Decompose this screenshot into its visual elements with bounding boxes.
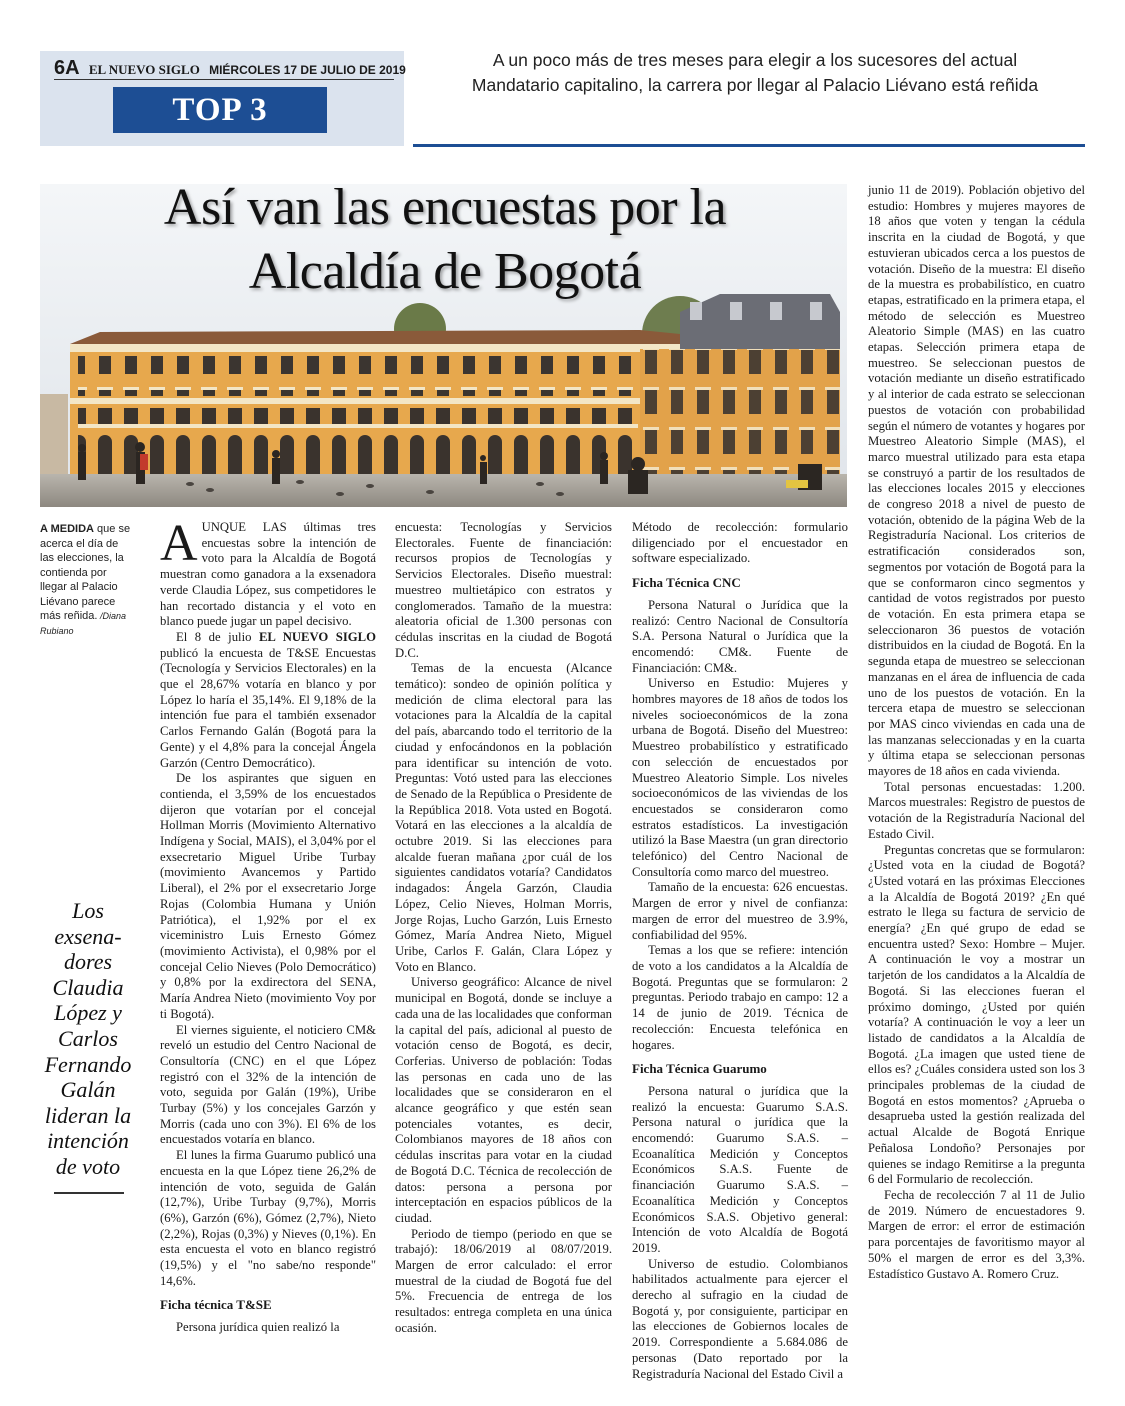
paragraph: Universo de estudio. Colombianos habilitados actualmente para ejercer el derecho al sufragio en la ciudad de Bogotá y, por consiguiente, participar en las elecciones de Gobiernos locales de 2019. Correspondiente a 5.684.086 de personas (Dato reportado por la Registraduría Nacional del Estado Civil a [632,1256,848,1381]
article-column-1 [160,515,377,1336]
subhead-tse: Ficha técnica T&SE [160,1297,272,1313]
paragraph: Temas de la encuesta (Alcance temático): sondeo de opinión política y medición de clima electoral para las votaciones para la Alcaldía de la capital del país, abarcando todo el territorio de la ciudad y enfocándonos en la población para identificar su intención de voto. Preguntas: Votó usted para las elecciones de Senado de la República o Presidente de la República 2018. Vota usted en Bogotá. Votará en las elecciones a la alcaldía de octubre 2019. Si las elecciones para alcalde fueran mañana ¿por cuál de los siguientes candidatos votaría? Candidatos indagados: Ángela Garzón, Claudia López, Celio Nieves, Holman Morris, Jorge Rojas, Lucho Garzón, Luis Ernesto Gómez, María Andrea Nieto, Miguel Uribe, Carlos F. Galán, Clara López y Voto en Blanco. [395,661,612,974]
paragraph: Persona natural o jurídica que la realizó la encuesta: Guarumo S.A.S. Persona natural o jurídica que la encomendó: Guarumo S.A.S. – Ecoanalítica Medición y Conceptos Económicos S.A.S. Fuente de financiación Guarumo S.A.S. – Ecoanalítica Medición y Conceptos Económicos S.A.S. Objetivo general: Intención de voto Alcaldía de Bogotá 2019. [632,1083,848,1255]
paragraph: Universo en Estudio: Mujeres y hombres mayores de 18 años de todos los niveles socioeconómicos de la zona urbana de Bogotá. Diseño del Muestreo: Muestreo probabilístico y estratificado con selección de encuestados por Muestreo Aleatorio Simple. Los niveles socioeconómicos de las viviendas de los encuestados se consideraron como estratos estadísticos. La investigación utilizó la Base Maestra (un gran directorio telefónico) del Centro Nacional de Consultoría como marco del muestreo. [632,676,848,879]
paper-name: EL NUEVO SIGLO [88,62,200,77]
issue-date: MIÉRCOLES 17 DE JULIO DE 2019 [209,63,406,77]
drop-cap: A [160,515,198,572]
paragraph: El lunes la firma Guarumo publicó una encuesta en la que López tiene 26,2% de intención de voto, seguida de Galán (12,7%), Uribe Turbay (9,7%), Morris (6%), Garzón (6%), Gómez (2,7%), Nieto (2,2%), Rojas (0,3%) y Nieves (0,1%). En esta encuesta el voto en blanco registró (19,5%) y el "no sabe/no responde" 14,6%. [160,1148,376,1288]
article-column-2 [395,520,612,1337]
paragraph: Método de recolección: formulario diligenciado por el encuestador en software especializado. [632,520,848,566]
folio-rule [54,79,394,80]
paragraph: Fecha de recolección 7 al 11 de Julio de 2019. Número de encuestadores 9. Margen de error: el error de estimación para porcentajes de favoritismo mayor al 50% el margen de error es del 3,3%. Estadístico Gustavo A. Romero Cruz. [868,1188,1085,1281]
paragraph: Preguntas concretas que se formularon: ¿Usted vota en la ciudad de Bogotá? ¿Usted votará en las próximas Elecciones a la Alcaldía de Bogotá 2019? ¿En qué estrato le llega su factura de servicio de energía? ¿En qué grupo de edad se encuentra usted? Sexo: Hombre – Mujer. A continuación le voy a mostrar un tarjetón de los candidatos a la Alcaldía de Bogotá. Si las elecciones fueran el próximo domingo, ¿Usted por quién votaría? A continuación le voy a leer un listado de candidatos a la Alcaldía de Bogotá. ¿La imagen que usted tiene de ellos es? ¿Cuáles considera usted son los 3 principales problemas de la ciudad de Bogotá en estos momentos? ¿Aprueba o desaprueba usted la gestión realizada del actual Alcalde de Bogotá Enrique Peñalosa Londoño? Personajes por quienes se indago Remitirse a la pregunta 6 del Formulario de recolección. [868,842,1085,1187]
photo-caption [40,522,132,638]
headline: Así van las encuestas por la Alcaldía de Bogotá [163,179,727,300]
pull-quote-rule [54,1192,124,1194]
photo-credit: /Diana Rubiano [40,611,127,636]
paragraph: El 8 de julio EL NUEVO SIGLO publicó la encuesta de T&SE Encuestas (Tecnología y Servicios Electorales) en la que el 28,67% votaría en blanco y por López lo haría el 35,14%. El 9,18% de la intención fue para el también exsenador Carlos Fernando Galán (Bogotá para la Gente) y el 4,8% para la concejal Ángela Garzón (Centro Democrático). [160,629,377,770]
subhead-cnc: Ficha Técnica CNC [632,575,741,591]
article-column-4 [868,183,1085,1282]
caption-lead: A MEDIDA [40,523,94,535]
section-label: TOP 3 [113,87,327,133]
paragraph: Persona jurídica quien realizó la [176,1320,340,1335]
lead-caps: UNQUE LAS [201,520,287,534]
paragraph: Tamaño de la encuesta: 626 encuestas. Margen de error y nivel de confianza: margen de error del muestreo de 3.9%, confiabilidad del 95%. [632,880,848,942]
paper-mention: EL NUEVO SIGLO [258,629,377,644]
paragraph: Total personas encuestadas: 1.200. Marcos muestrales: Registro de puestos de votación de la Registraduría Nacional del Estado Civil. [868,779,1085,841]
paragraph: El viernes siguiente, el noticiero CM& reveló un estudio del Centro Nacional de Consultoría (CNC) en el que López registró con el 32% de la intención de voto, seguida por Galán (19%), Uribe Turbay (5%) y los concejales Garzón y Morris (cada uno con 3%). El 6% de los encuestados votaría en blanco. [160,1022,376,1147]
page-number: 6A [54,57,80,79]
paragraph: junio 11 de 2019). Población objetivo del estudio: Hombres y mujeres mayores de 18 años que voten y tengan la cédula inscrita en la ciudad de Bogotá, y que estuvieran ubicados cerca a los puestos de votación. Diseño de la muestra: El diseño de la muestra es probabilístico, en cuatro etapas, estratificado en la primera etapa, el método de selección es Muestreo Aleatorio Simple (MAS) en las cuatro etapas. Selección primera etapa de muestreo. Se seleccionan puestos de votación mediante un diseño estratificado y al interior de cada estrato se seleccionan puestos de votación con probabilidad según el número de votantes y hogares por Muestreo Aleatorio Simple (MAS), el marco muestral utilizado para esta etapa se construyó a partir de los resultados de las elecciones locales 2015 y elecciones de congreso 2018 a nivel de puesto de votación, obtenido de la página Web de la Registraduría Nacional. Los criterios de estratificación considerados son, segmentos por votación de Bogotá para la que se conformaron cinco segmentos y cantidad de votos registrados por puesto de votación. En esta primera etapa se seleccionaron 36 puestos de votación distribuidos en la ciudad de Bogotá. En la segunda etapa de muestreo se seleccionan manzanas en el área de influencia de cada uno de los puestos de votación. En la tercera etapa de muestro se seleccionan por MAS cinco viviendas en cada una de las manzanas seleccionadas y en la cuarta y última etapa se seleccionan personas mayores de 18 años en cada vivienda. [868,183,1085,779]
caption-text: que se acerca el día de las elecciones, la contienda por llegar al Palacio Liévano parece más reñida. [40,523,131,622]
paragraph: De los aspirantes que siguen en contienda, el 3,59% de los encuestados dijeron que votarían por el concejal Hollman Morris (Movimiento Alternativo Indígena y Social, MAIS), el 3,04% por el exsecretario Miguel Uribe Turbay (movimiento Avancemos y Partido Liberal), el 2% por el exsecretario Jorge Rojas (Colombia Humana y Unión Patriótica), el 1,92% por el ex viceministro Luis Ernesto Gómez (movimiento Activista), el 0,98% por el concejal Celio Nieves (Polo Democrático) y 0,8% por la exdirectora del SENA, María Andrea Nieto (movimiento Voy por ti Bogotá). [160,771,376,1021]
teaser-rule [413,144,1085,147]
folio [54,57,406,80]
paragraph: Persona Natural o Jurídica que la realizó: Centro Nacional de Consultoría S.A. Persona Natural o Jurídica que la encomendó: CM&. Fuente de Financiación: CM&. [632,597,848,675]
article-column-3 [632,520,848,1382]
pull-quote: Los exsena-dores Claudia López y Carlos Fernando Galán lideran la intención de voto [44,898,132,1179]
paragraph: Temas a los que se refiere: intención de voto a los candidatos a la Alcaldía de Bogotá. Preguntas que se formularon: 2 preguntas. Periodo trabajo en campo: 12 a 14 de junio de 2019. Técnica de recolección: Encuesta telefónica en hogares. [632,943,848,1052]
paragraph: encuesta: Tecnologías y Servicios Electorales. Fuente de financiación: recursos propios de Tecnologías y Servicios Electorales. Diseño muestral: muestreo multietápico con estratos y conglomerados. Tamaño de la muestra: aleatoria oficial de 1.300 personas con cédulas inscritas en la ciudad de Bogotá D.C. [395,520,612,660]
subhead-guarumo: Ficha Técnica Guarumo [632,1061,767,1077]
teaser-text: A un poco más de tres meses para elegir a los sucesores del actual Mandatario capitalino, la carrera por llegar al Palacio Liévano está reñida [471,50,1039,95]
paragraph: AUNQUE LAS últimas tres encuestas sobre la intención de voto para la Alcaldía de Bogotá muestran como ganadora a la exsenadora verde Claudia López, sus competidores le han recortado distancia y el voto en blanco puede jugar un papel decisivo. [160,515,376,629]
paragraph: Universo geográfico: Alcance de nivel municipal en Bogotá, donde se incluye a cada una de las localidades que conforman la capital del país, adicional al puesto de votación censo de Bogotá, es decir, Corferias. Universo de población: Todas las personas en cada uno de las localidades que se consideraron en el alcance geográfico y que estén sean potenciales votantes, es decir, Colombianos mayores de 18 años con cédulas inscritas para votar en la ciudad de Bogotá D.C. Técnica de recolección de datos: persona a persona por interceptación en espacios públicos de la ciudad. [395,975,613,1225]
paragraph: Periodo de tiempo (periodo en que se trabajó): 18/06/2019 al 08/07/2019. Margen de error calculado: el error muestral de la ciudad de Bogotá fue del 5%. Frecuencia de entrega de los resultados: entrega completa en una única ocasión. [395,1226,612,1335]
